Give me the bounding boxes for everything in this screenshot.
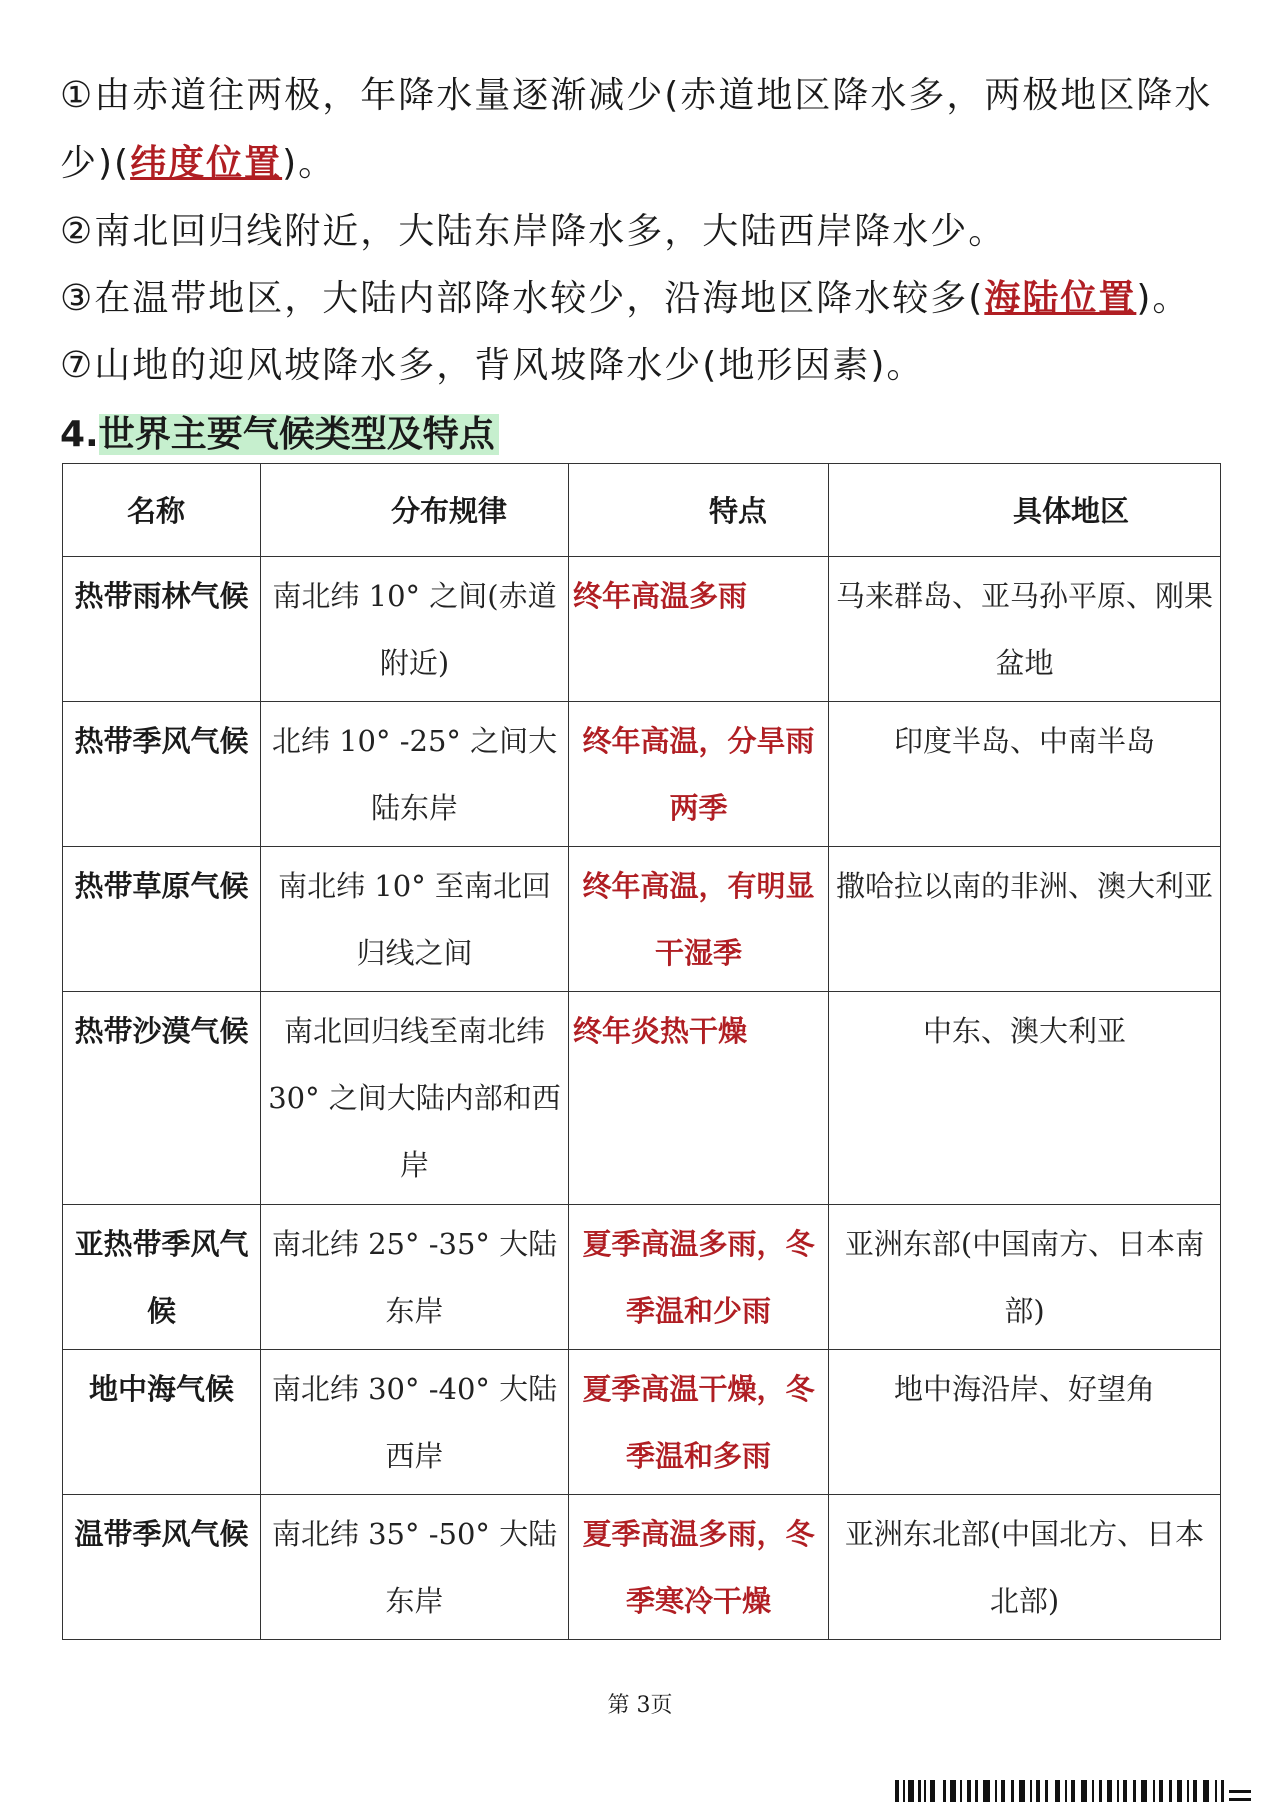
- cell-name: 亚热带季风气候: [63, 1205, 261, 1350]
- cell-name: 地中海气候: [63, 1350, 261, 1495]
- cell-distribution: 南北纬 10° 之间(赤道附近): [261, 557, 569, 702]
- paragraph-latitude-text: ①由赤道往两极，年降水量逐渐减少(赤道地区降水多，两极地区降水少)(: [60, 75, 1213, 184]
- section-title: 世界主要气候类型及特点: [99, 414, 499, 455]
- table-row: [63, 1495, 1221, 1640]
- cell-name: 热带雨林气候: [63, 557, 261, 702]
- cell-features: 夏季高温多雨，冬季寒冷干燥: [569, 1495, 829, 1640]
- header-regions: 具体地区: [829, 464, 1221, 557]
- paragraph-land-sea-end: )。: [1136, 278, 1191, 319]
- paragraph-terrain: ⑦山地的迎风坡降水多，背风坡降水少(地形因素)。: [60, 345, 925, 386]
- cell-regions: 马来群岛、亚马孙平原、刚果盆地: [829, 557, 1221, 702]
- header-distribution: 分布规律: [261, 464, 569, 557]
- cell-regions: 亚洲东北部(中国北方、日本北部): [829, 1495, 1221, 1640]
- climate-table: [62, 463, 1221, 1640]
- table-row: [63, 992, 1221, 1205]
- cell-name: 温带季风气候: [63, 1495, 261, 1640]
- page-number: 第 3页: [607, 1693, 673, 1718]
- table-header-row: [63, 464, 1221, 557]
- cell-regions: 地中海沿岸、好望角: [829, 1350, 1221, 1495]
- paragraph-latitude: [60, 62, 1220, 198]
- table-body: [63, 557, 1221, 1640]
- cell-distribution: 南北纬 35° -50° 大陆东岸: [261, 1495, 569, 1640]
- cell-regions: 撒哈拉以南的非洲、澳大利亚: [829, 847, 1221, 992]
- cell-distribution: 南北纬 30° -40° 大陆西岸: [261, 1350, 569, 1495]
- section-heading: [60, 405, 499, 465]
- cell-distribution: 北纬 10° -25° 之间大陆东岸: [261, 702, 569, 847]
- cell-regions: 印度半岛、中南半岛: [829, 702, 1221, 847]
- paragraph-land-sea-text: ③在温带地区，大陆内部降水较少，沿海地区降水较多(: [60, 278, 985, 319]
- watermark-barcode-icon: [895, 1778, 1255, 1804]
- cell-features: 终年高温，有明显干湿季: [569, 847, 829, 992]
- cell-features: 终年炎热干燥: [569, 992, 829, 1205]
- cell-features: 夏季高温多雨，冬季温和少雨: [569, 1205, 829, 1350]
- cell-distribution: 南北回归线至南北纬30° 之间大陆内部和西岸: [261, 992, 569, 1205]
- cell-distribution: 南北纬 10° 至南北回归线之间: [261, 847, 569, 992]
- keyword-land-sea-position: 海陆位置: [984, 278, 1137, 319]
- cell-name: 热带草原气候: [63, 847, 261, 992]
- cell-features: 终年高温，分旱雨两季: [569, 702, 829, 847]
- table-row: [63, 1205, 1221, 1350]
- cell-distribution: 南北纬 25° -35° 大陆东岸: [261, 1205, 569, 1350]
- keyword-latitude-position: 纬度位置: [130, 143, 283, 184]
- header-features: 特点: [569, 464, 829, 557]
- cell-regions: 中东、澳大利亚: [829, 992, 1221, 1205]
- cell-regions: 亚洲东部(中国南方、日本南部): [829, 1205, 1221, 1350]
- table-row: [63, 1350, 1221, 1495]
- section-number: 4.: [60, 414, 99, 455]
- cell-features: 终年高温多雨: [569, 557, 829, 702]
- cell-features: 夏季高温干燥，冬季温和多雨: [569, 1350, 829, 1495]
- paragraph-land-sea: [60, 265, 1220, 333]
- cell-name: 热带季风气候: [63, 702, 261, 847]
- table-row: [63, 702, 1221, 847]
- table-row: [63, 847, 1221, 992]
- header-name: 名称: [63, 464, 261, 557]
- paragraph-latitude-end: )。: [282, 143, 337, 184]
- paragraph-tropics: ②南北回归线附近，大陆东岸降水多，大陆西岸降水少。: [60, 211, 1007, 252]
- table-row: [63, 557, 1221, 702]
- cell-name: 热带沙漠气候: [63, 992, 261, 1205]
